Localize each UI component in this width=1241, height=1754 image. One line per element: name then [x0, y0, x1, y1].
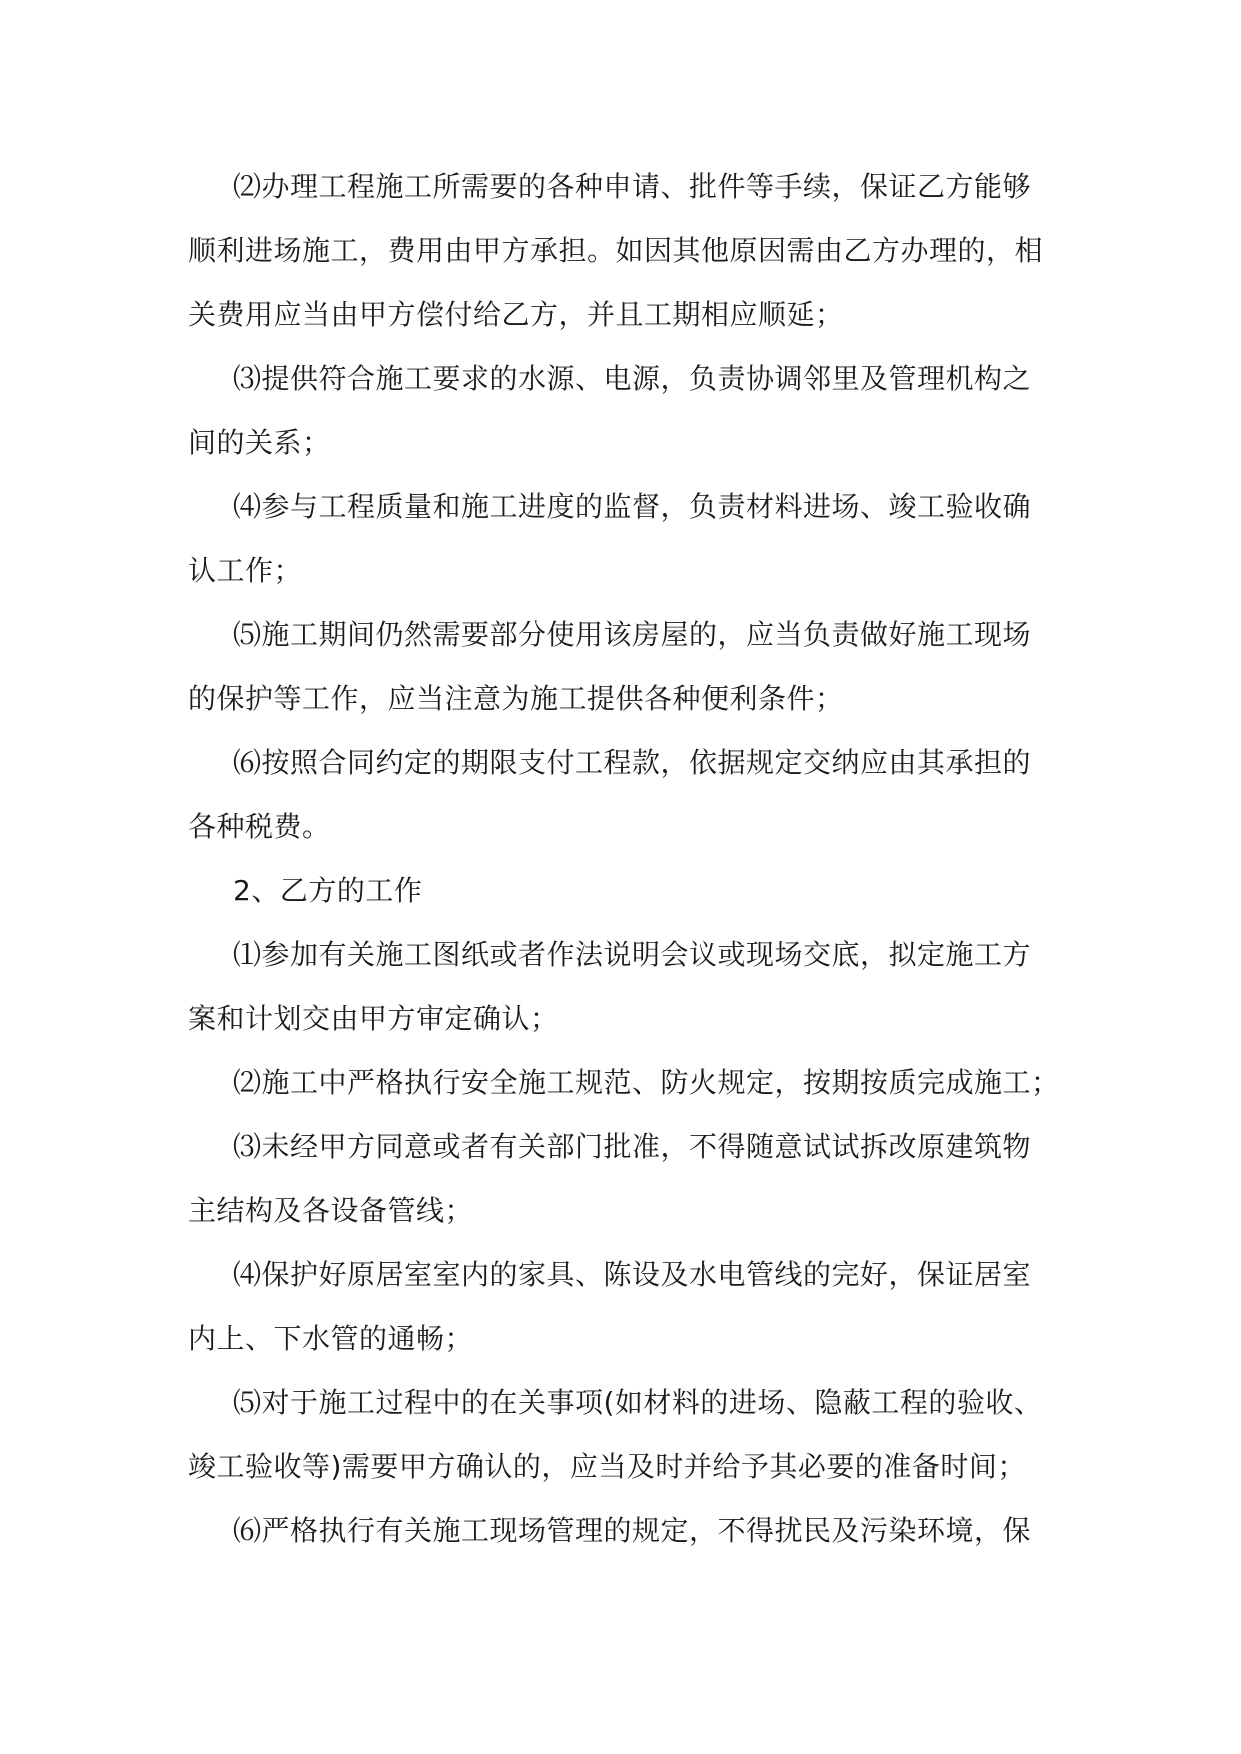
paragraph-line: ⑶提供符合施工要求的水源、电源，负责协调邻里及管理机构之	[233, 362, 1032, 395]
paragraph-line: ⑷参与工程质量和施工进度的监督，负责材料进场、竣工验收确	[233, 490, 1032, 523]
paragraph-line: ⑴参加有关施工图纸或者作法说明会议或现场交底，拟定施工方	[233, 938, 1032, 971]
paragraph-line: 各种税费。	[188, 810, 331, 843]
paragraph-line: 认工作；	[188, 554, 303, 587]
document-body	[188, 155, 1060, 1563]
paragraph-line: ⑵施工中严格执行安全施工规范、防火规定，按期按质完成施工；	[233, 1066, 1060, 1099]
paragraph-line: 竣工验收等)需要甲方确认的，应当及时并给予其必要的准备时间；	[188, 1450, 1026, 1483]
paragraph-line: ⑸对于施工过程中的在关事项(如材料的进场、隐蔽工程的验收、	[233, 1386, 1043, 1419]
paragraph-line: 案和计划交由甲方审定确认；	[188, 1002, 559, 1035]
paragraph-line: 的保护等工作，应当注意为施工提供各种便利条件；	[188, 682, 844, 715]
paragraph-line: ⑹严格执行有关施工现场管理的规定，不得扰民及污染环境，保	[233, 1514, 1032, 1547]
paragraph-line: 主结构及各设备管线；	[188, 1194, 474, 1227]
paragraph-line: ⑶未经甲方同意或者有关部门批准，不得随意试试拆改原建筑物	[233, 1130, 1032, 1163]
paragraph-line: 顺利进场施工，费用由甲方承担。如因其他原因需由乙方办理的，相	[188, 234, 1044, 267]
paragraph-line: 关费用应当由甲方偿付给乙方，并且工期相应顺延；	[188, 298, 844, 331]
paragraph-line: ⑷保护好原居室室内的家具、陈设及水电管线的完好，保证居室	[233, 1258, 1032, 1291]
section-heading: 2、乙方的工作	[233, 874, 423, 907]
paragraph-line: ⑸施工期间仍然需要部分使用该房屋的，应当负责做好施工现场	[233, 618, 1032, 651]
paragraph-line: ⑵办理工程施工所需要的各种申请、批件等手续，保证乙方能够	[233, 170, 1032, 203]
paragraph-line: 内上、下水管的通畅；	[188, 1322, 474, 1355]
paragraph-line: 间的关系；	[188, 426, 331, 459]
paragraph-line: ⑹按照合同约定的期限支付工程款，依据规定交纳应由其承担的	[233, 746, 1032, 779]
